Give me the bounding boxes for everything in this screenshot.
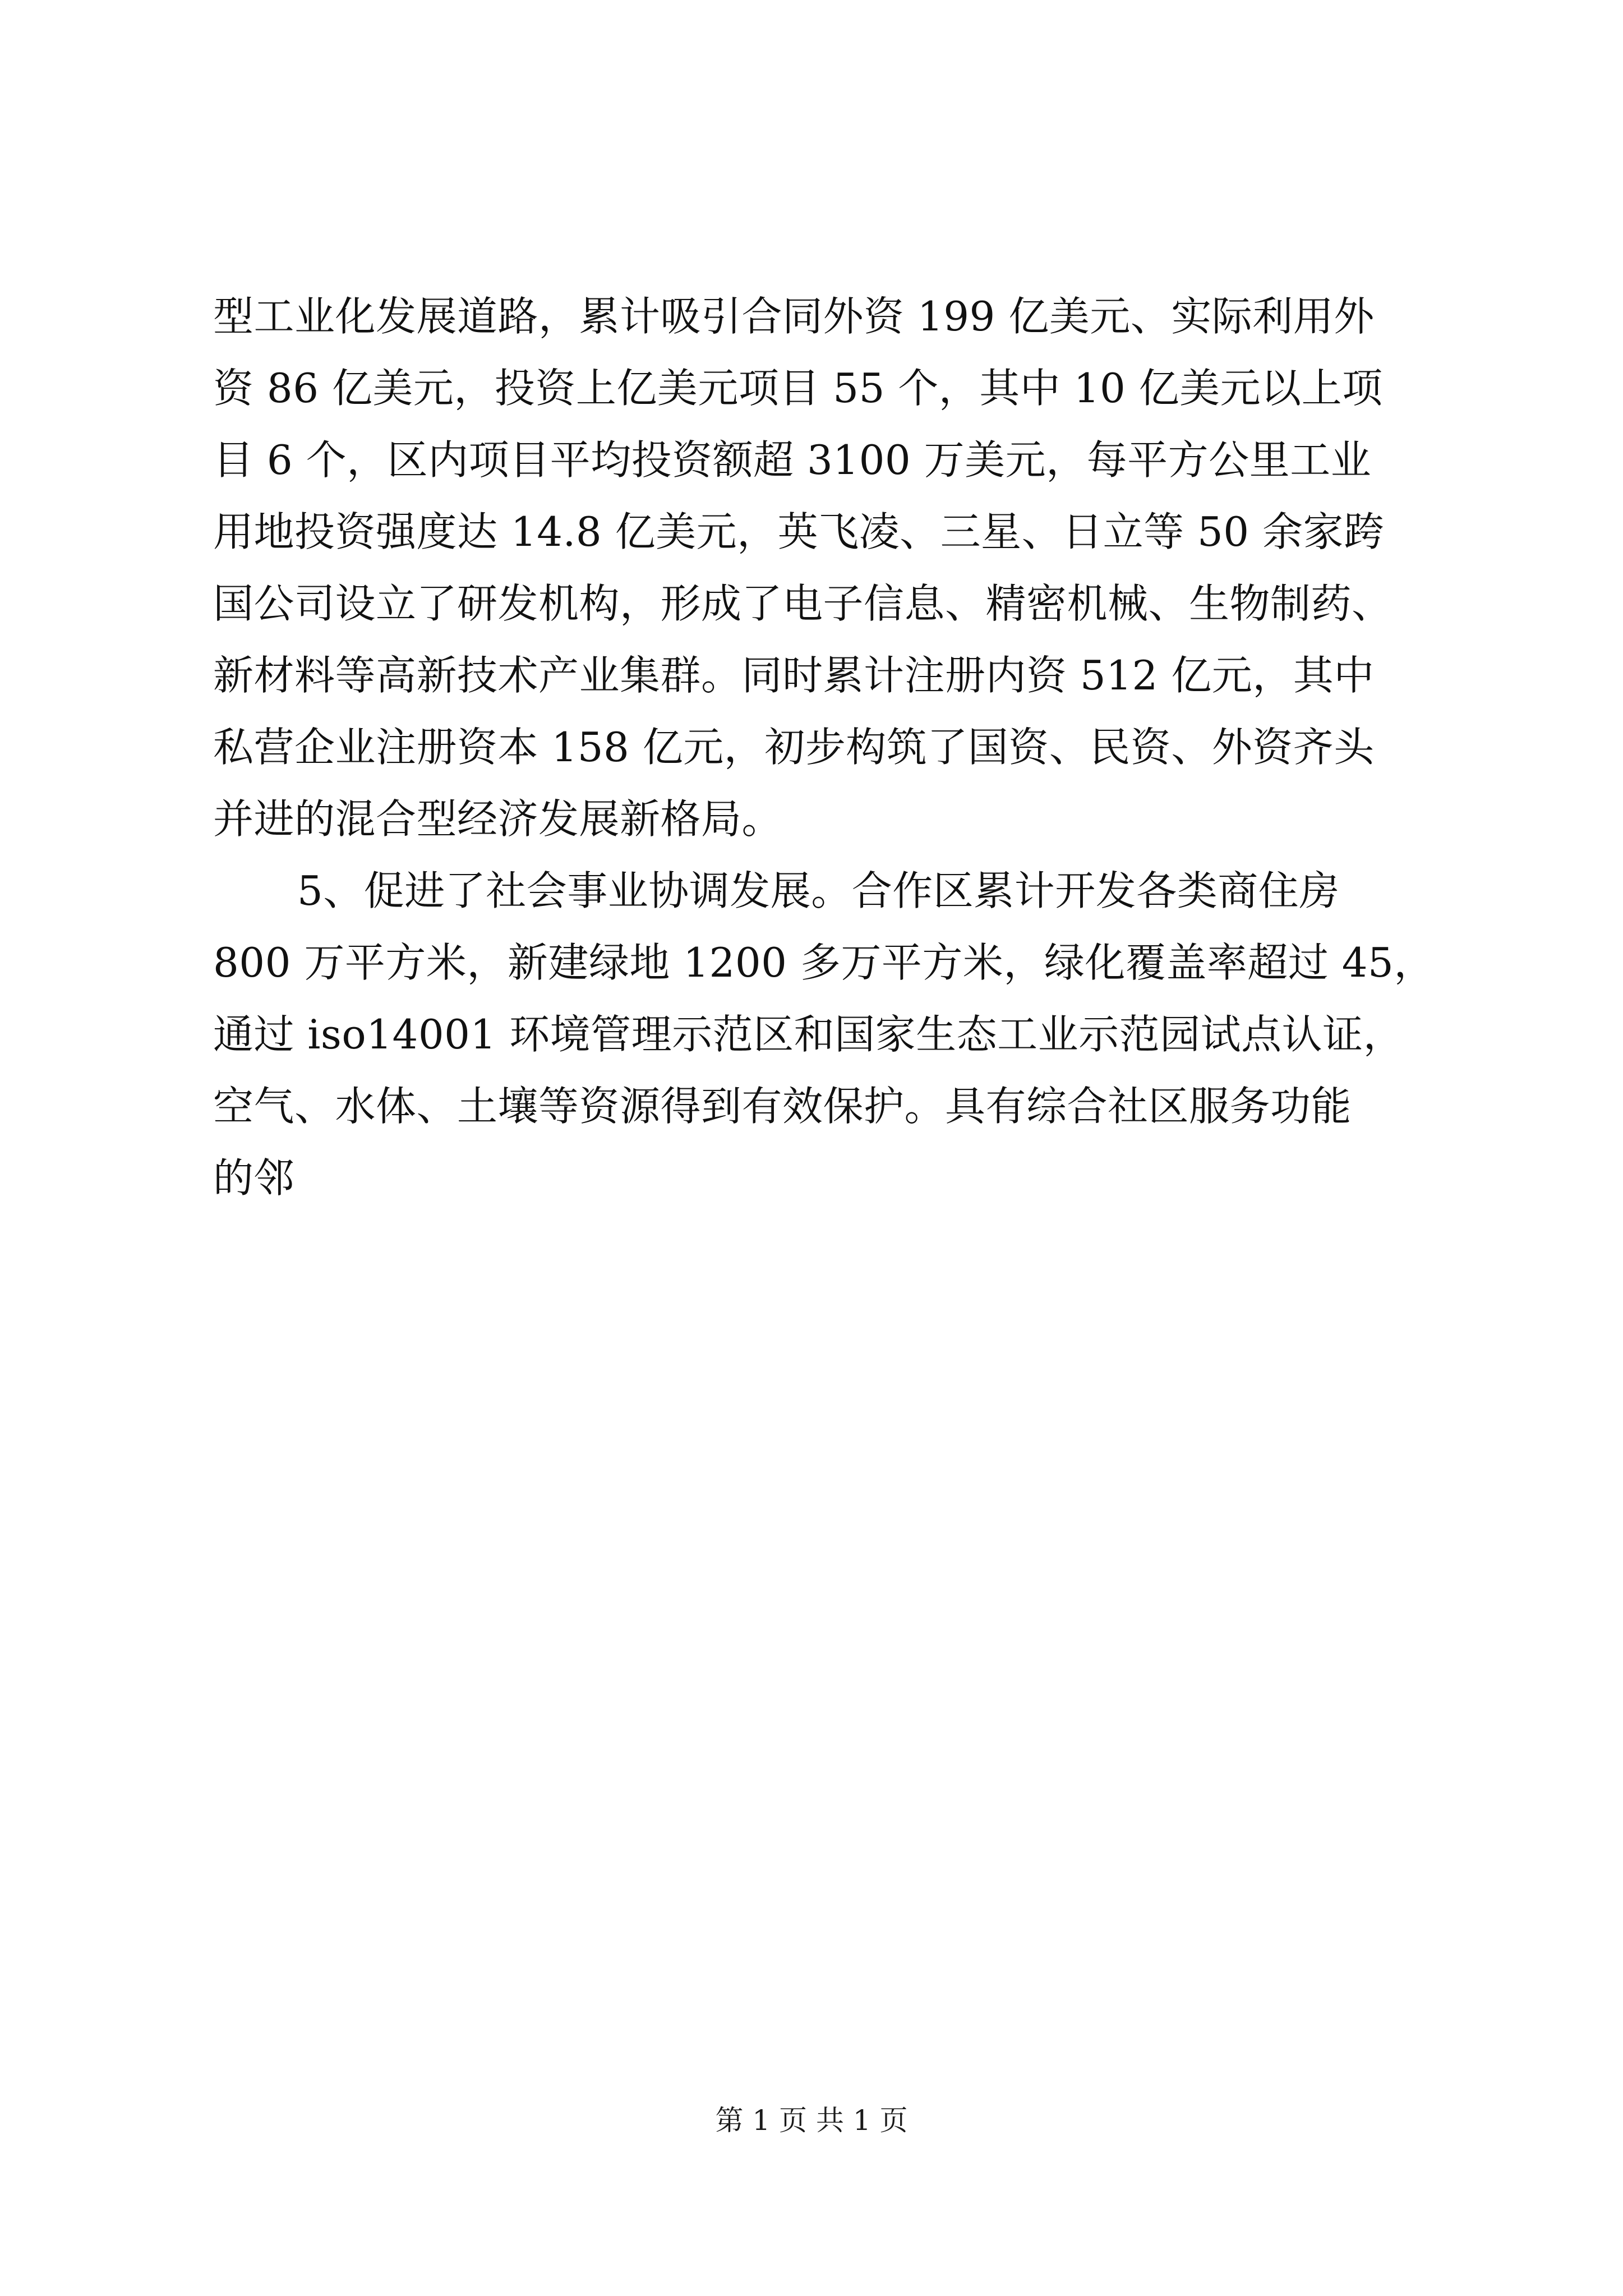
text-line: 800 万平方米，新建绿地 1200 多万平方米，绿化覆盖率超过 45， xyxy=(213,939,1435,986)
body-text xyxy=(213,280,1436,1214)
text-line: 通过 iso14001 环境管理示范区和国家生态工业示范园试点认证， xyxy=(213,1011,1404,1058)
page-footer xyxy=(0,2101,1623,2140)
page-number: 第 1 页 共 1 页 xyxy=(715,2104,908,2137)
paragraph-start-line: 5、促进了社会事业协调发展。合作区累计开发各类商住房 xyxy=(297,867,1340,914)
text-line: 空气、水体、土壤等资源得到有效保护。具有综合社区服务功能 xyxy=(213,1083,1352,1130)
text-line: 型工业化发展道路，累计吸引合同外资 199 亿美元、实际利用外 xyxy=(213,293,1375,340)
text-line: 新材料等高新技术产业集群。同时累计注册内资 512 亿元，其中 xyxy=(213,652,1375,699)
text-line: 用地投资强度达 14.8 亿美元，英飞凌、三星、日立等 50 余家跨 xyxy=(213,508,1385,555)
text-line: 的邻 xyxy=(213,1154,295,1202)
text-line: 资 86 亿美元，投资上亿美元项目 55 个，其中 10 亿美元以上项 xyxy=(213,365,1383,412)
text-line: 国公司设立了研发机构，形成了电子信息、精密机械、生物制药、 xyxy=(213,580,1393,627)
text-line: 目 6 个，区内项目平均投资额超 3100 万美元，每平方公里工业 xyxy=(213,436,1372,484)
text-line: 并进的混合型经济发展新格局。 xyxy=(213,795,783,843)
text-line: 私营企业注册资本 158 亿元，初步构筑了国资、民资、外资齐头 xyxy=(213,724,1375,771)
